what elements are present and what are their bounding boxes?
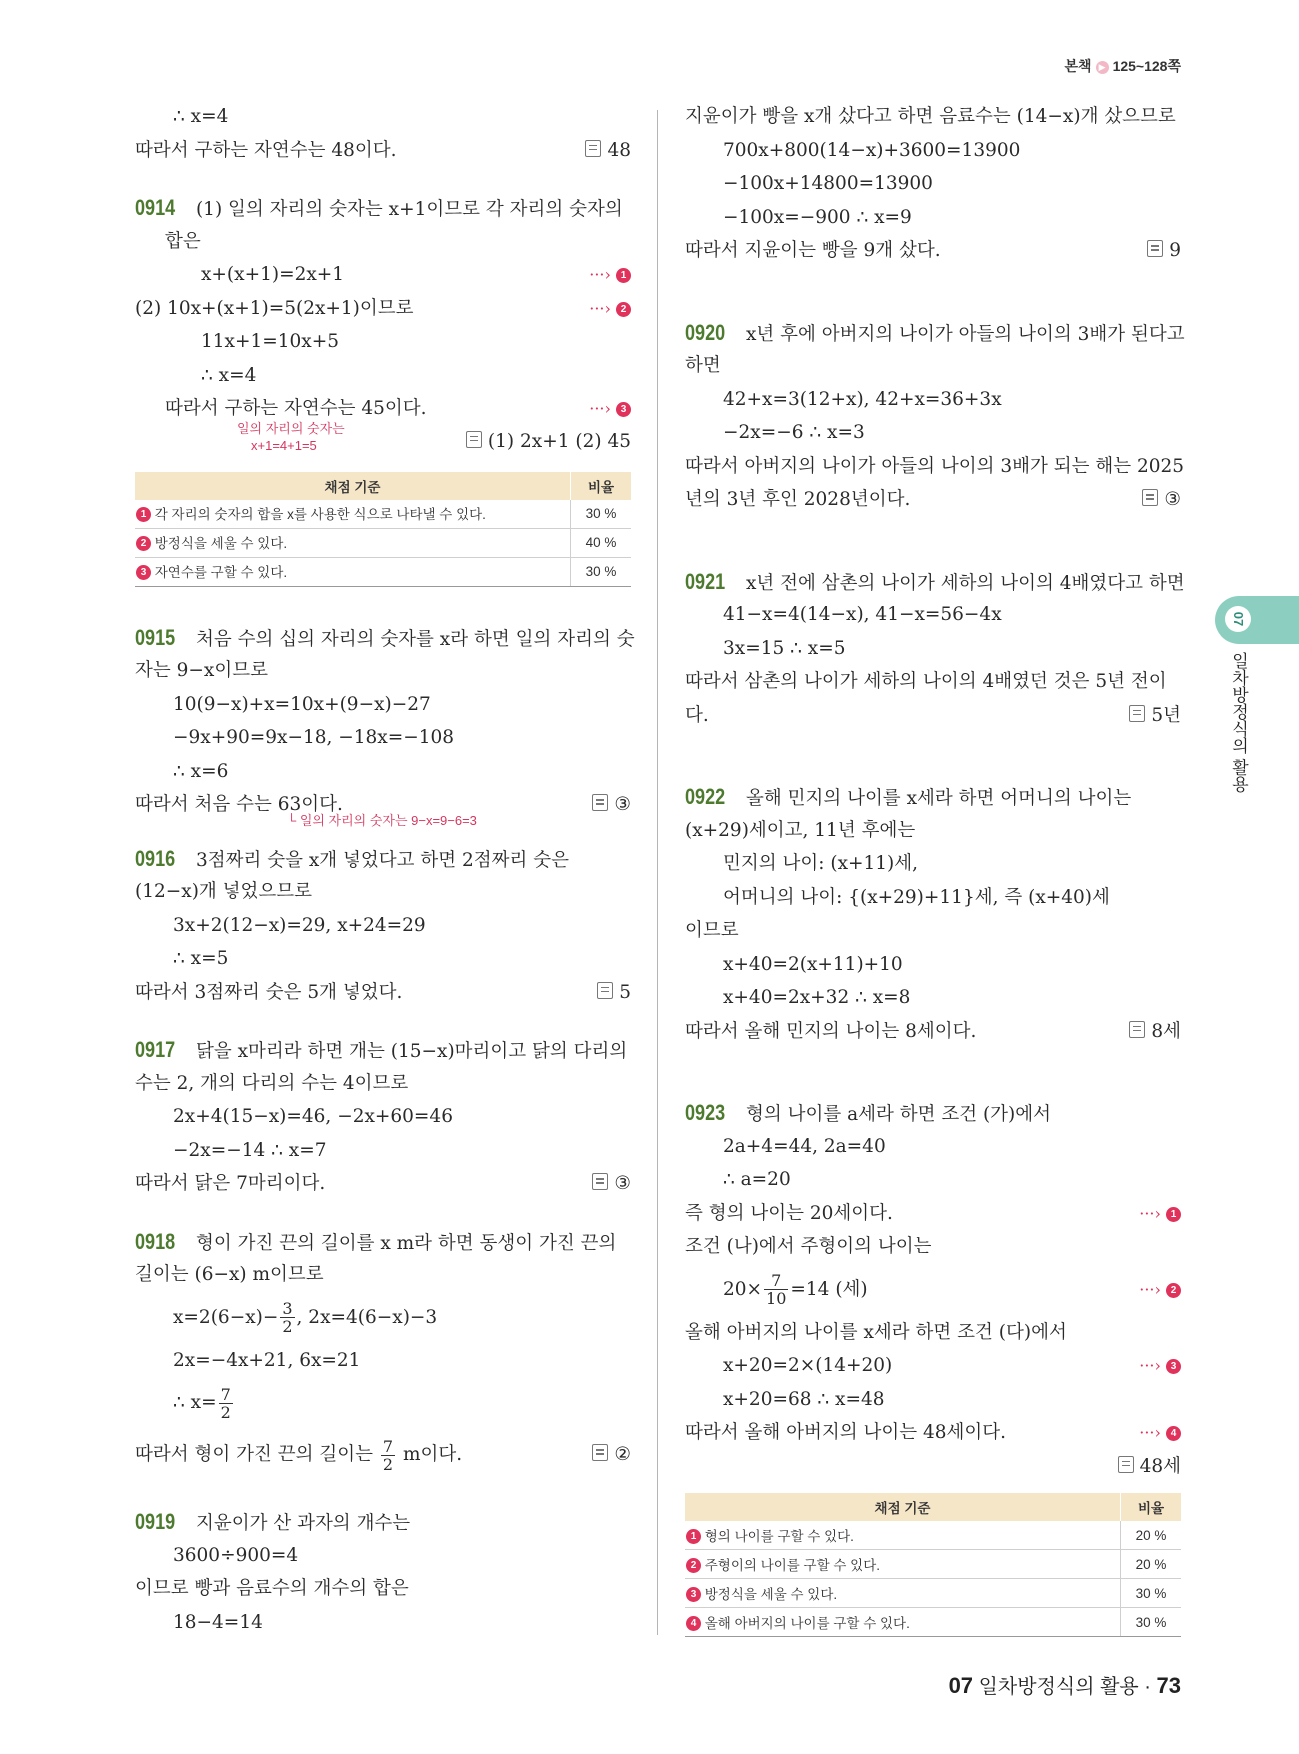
text-line: 따라서 구하는 자연수는 48이다. 48	[135, 134, 631, 168]
text-line: 이므로 빵과 음료수의 개수의 합은	[135, 1578, 409, 1599]
problem-0917: 0917 닭을 x마리라 하면 개는 (15−x)마리이고 닭의 다리의	[135, 1033, 631, 1067]
text-line: 따라서 형이 가진 끈의 길이는 $\frac{7}{2}$ m이다. ②	[135, 1429, 631, 1481]
math-line: 10(9−x)+x=10x+(9−x)−27	[173, 693, 431, 715]
chapter-tab[interactable]	[1215, 596, 1299, 644]
math-line: −9x+90=9x−18, −18x=−108	[173, 727, 455, 748]
answer: (1) 2x+1 (2) 45	[466, 426, 631, 458]
math-line: 20× $\frac{7}{10}$ =14 (세) ···› 2	[685, 1264, 1181, 1316]
book-circle-icon: ▶	[1096, 61, 1109, 74]
problem-number: 0917	[135, 1037, 176, 1062]
problem-number: 0918	[135, 1228, 176, 1254]
problem-0918: 0918 형이 가진 끈의 길이를 x m라 하면 동생이 가진 끈의	[135, 1225, 631, 1259]
text-line: 따라서 올해 민지의 나이는 8세이다. 8세	[685, 1015, 1181, 1049]
math-line: x+20=68 ∴ x=48	[723, 1388, 885, 1410]
answer: 9	[1147, 234, 1181, 268]
text-line: 따라서 닭은 7마리이다. ③	[135, 1167, 631, 1201]
right-column	[685, 100, 1185, 1641]
problem-number: 0915	[135, 624, 176, 650]
answer: 48	[585, 134, 631, 168]
math-line: ∴ a=20	[723, 1169, 791, 1190]
math-line: ∴ x=4	[173, 106, 229, 127]
text-line: 따라서 3점짜리 숫은 5개 넣었다. 5	[135, 976, 631, 1010]
math-line: x+(x+1)=2x+1 ···› 1	[135, 258, 631, 292]
note-block	[135, 420, 631, 466]
problem-0914: 0914 (1) 일의 자리의 숫자는 x+1이므로 각 자리의 숫자의	[135, 191, 631, 225]
math-line: 18−4=14	[173, 1611, 263, 1633]
answer-icon	[1147, 240, 1163, 257]
fraction: $\frac{7}{10}$	[766, 1271, 787, 1308]
step-marker: ···› 1	[1139, 1197, 1181, 1231]
answer-icon	[466, 431, 482, 448]
text-line: 조건 (나)에서 주형이의 나이는	[685, 1236, 932, 1257]
math-line: 2x=−4x+21, 6x=21	[173, 1349, 361, 1371]
answer: ③	[592, 1167, 631, 1201]
text-line: 즉 형의 나이는 20세이다. ···› 1	[685, 1197, 1181, 1231]
answer: 48세	[1118, 1450, 1181, 1484]
problem-number: 0922	[685, 784, 726, 809]
criteria-row: 3 방정식을 세울 수 있다.	[685, 1579, 1121, 1608]
problem-0921: 0921 x년 전에 삼촌의 나이가 세하의 나이의 4배였다고 하면	[685, 565, 1181, 599]
problem-0919: 0919 지윤이가 산 과자의 개수는	[135, 1505, 631, 1539]
text-line: 다. 5년	[685, 699, 1181, 733]
math-line: x+40=2(x+11)+10	[723, 953, 903, 975]
answer-icon	[597, 982, 613, 999]
math-line: 11x+1=10x+5	[201, 331, 339, 352]
text-line: 따라서 삼촌의 나이가 세하의 나이의 4배였던 것은 5년 전이	[685, 671, 1167, 692]
answer-icon	[1118, 1456, 1134, 1473]
math-line: 3600÷900=4	[173, 1544, 299, 1566]
answer-icon	[592, 1173, 608, 1190]
problem-0920: 0920 x년 후에 아버지의 나이가 아들의 나이의 3배가 된다고	[685, 316, 1181, 350]
scoring-table: 채점 기준 비율 1 형의 나이를 구할 수 있다. 20 % 2 주형이의 나이를 구할 수 있다. 20 % 3 방정식을 세울 수 있다. 30 % 4 올해 아버지의 나이를 구할 수 있다. 30 %	[685, 1493, 1181, 1637]
text-line: (x+29)세이고, 11년 후에는	[685, 819, 916, 841]
criteria-row: 1 형의 나이를 구할 수 있다.	[685, 1521, 1121, 1550]
problem-number: 0921	[685, 568, 726, 594]
step-marker: ···› 1	[589, 258, 631, 292]
answer: 5	[597, 976, 631, 1010]
text-line: 따라서 구하는 자연수는 45이다. ···› 3	[135, 392, 631, 426]
text-line: 합은	[165, 230, 201, 252]
text-line: 자는 9−x이므로	[135, 660, 268, 681]
scoring-table: 채점 기준 비율 1 각 자리의 숫자의 합을 x를 사용한 식으로 나타낼 수 있다. 30 % 2 방정식을 세울 수 있다. 40 % 3 자연수를 구할 수 있다. 30 %	[135, 472, 631, 587]
text-line: 올해 아버지의 나이를 x세라 하면 조건 (다)에서	[685, 1321, 1067, 1343]
text-line: 따라서 지윤이는 빵을 9개 샀다. 9	[685, 234, 1181, 268]
problem-number: 0919	[135, 1509, 176, 1534]
math-line: x=2(6−x)− $\frac{3}{2}$ , 2x=4(6−x)−3	[173, 1299, 438, 1336]
problem-number: 0914	[135, 195, 176, 220]
criteria-row: 2 방정식을 세울 수 있다.	[135, 528, 571, 557]
text-line: 민지의 나이: (x+11)세,	[723, 853, 919, 874]
fraction: $\frac{7}{2}$	[220, 1384, 231, 1422]
text-line: 어머니의 나이: {(x+29)+11}세, 즉 (x+40)세	[723, 886, 1110, 908]
math-line: −100x+14800=13900	[723, 173, 933, 194]
math-line: −2x=−14 ∴ x=7	[173, 1139, 327, 1161]
math-line: −100x=−900 ∴ x=9	[723, 206, 912, 228]
math-line: ∴ x=4	[201, 364, 257, 386]
text-line: 따라서 아버지의 나이가 아들의 나이의 3배가 되는 해는 2025	[685, 455, 1185, 477]
answer: ③	[1142, 483, 1181, 517]
math-line: ∴ x= $\frac{7}{2}$	[173, 1384, 231, 1422]
step-marker: ···› 4	[1139, 1416, 1181, 1450]
problem-0915: 0915 처음 수의 십의 자리의 숫자를 x라 하면 일의 자리의 숫	[135, 621, 631, 655]
answer-icon	[1142, 489, 1158, 506]
text-line: 이므로	[685, 920, 739, 941]
page-header: 본책 ▶ 125~128쪽	[1064, 58, 1181, 74]
text-line: 하면	[685, 355, 721, 376]
problem-0916: 0916 3점짜리 숫을 x개 넣었다고 하면 2점짜리 숫은	[135, 842, 631, 876]
answer-icon	[1129, 705, 1145, 722]
math-line: x+20=2×(14+20) ···› 3	[685, 1349, 1181, 1383]
fraction: $\frac{7}{2}$	[382, 1436, 394, 1474]
criteria-row: 4 올해 아버지의 나이를 구할 수 있다.	[685, 1608, 1121, 1637]
step-marker: ···› 2	[589, 292, 631, 326]
text-line: 따라서 처음 수는 63이다. ③	[135, 788, 631, 822]
math-line: x+40=2x+32 ∴ x=8	[723, 987, 911, 1008]
text-line: 년의 3년 후인 2028년이다. ③	[685, 483, 1181, 517]
math-line: 700x+800(14−x)+3600=13900	[723, 139, 1021, 161]
answer: 8세	[1129, 1015, 1181, 1049]
problem-0923: 0923 형의 나이를 a세라 하면 조건 (가)에서	[685, 1096, 1181, 1130]
fraction: $\frac{3}{2}$	[282, 1299, 293, 1336]
column-divider	[657, 110, 658, 1635]
math-line: ∴ x=6	[173, 760, 229, 782]
step-marker: ···› 3	[589, 392, 631, 426]
problem-number: 0923	[685, 1100, 726, 1125]
math-line: 42+x=3(12+x), 42+x=36+3x	[723, 388, 1002, 410]
criteria-row: 1 각 자리의 숫자의 합을 x를 사용한 식으로 나타낼 수 있다.	[135, 500, 571, 529]
math-line: ∴ x=5	[173, 948, 229, 969]
text-line: 수는 2, 개의 다리의 수는 4이므로	[135, 1072, 409, 1094]
math-line: (2) 10x+(x+1)=5(2x+1)이므로 ···› 2	[135, 292, 631, 326]
chapter-side-title: 일차방정식의 활용	[1229, 652, 1248, 793]
criteria-row: 2 주형이의 나이를 구할 수 있다.	[685, 1550, 1121, 1579]
page-footer: 07 일차방정식의 활용 · 73	[948, 1673, 1181, 1698]
text-line: (12−x)개 넣었으므로	[135, 881, 313, 902]
chapter-number: 07	[1225, 606, 1251, 632]
answer: ②	[592, 1429, 631, 1481]
answer-icon	[592, 794, 608, 811]
math-line: 41−x=4(14−x), 41−x=56−4x	[723, 604, 1002, 625]
answer-line	[685, 1450, 1181, 1484]
math-line: 2a+4=44, 2a=40	[723, 1135, 886, 1157]
math-line: −2x=−6 ∴ x=3	[723, 422, 865, 443]
answer-icon	[1129, 1021, 1145, 1038]
answer: ③	[592, 788, 631, 822]
problem-0922: 0922 올해 민지의 나이를 x세라 하면 어머니의 나이는	[685, 780, 1181, 814]
text-line: 지윤이가 빵을 x개 샀다고 하면 음료수는 (14−x)개 샀으므로	[685, 106, 1176, 127]
math-line: 2x+4(15−x)=46, −2x+60=46	[173, 1106, 453, 1127]
step-marker: ···› 3	[1139, 1349, 1181, 1383]
math-line: 3x=15 ∴ x=5	[723, 637, 846, 659]
problem-number: 0916	[135, 845, 176, 871]
problem-number: 0920	[685, 319, 726, 345]
criteria-row: 3 자연수를 구할 수 있다.	[135, 557, 571, 586]
math-line: 3x+2(12−x)=29, x+24=29	[173, 914, 426, 936]
page-number: 73	[1156, 1673, 1181, 1698]
text-line: 길이는 (6−x) m이므로	[135, 1264, 324, 1285]
text-line: 따라서 올해 아버지의 나이는 48세이다. ···› 4	[685, 1416, 1181, 1450]
side-note: └ 일의 자리의 숫자는 9−x=9−6=3	[287, 812, 477, 828]
left-column	[135, 100, 635, 1639]
side-note: 일의 자리의 숫자는 x+1=4+1=5	[237, 420, 345, 453]
answer-icon	[585, 140, 601, 157]
answer: 5년	[1129, 699, 1181, 733]
answer-icon	[592, 1444, 608, 1461]
step-marker: ···› 2	[1139, 1264, 1181, 1316]
